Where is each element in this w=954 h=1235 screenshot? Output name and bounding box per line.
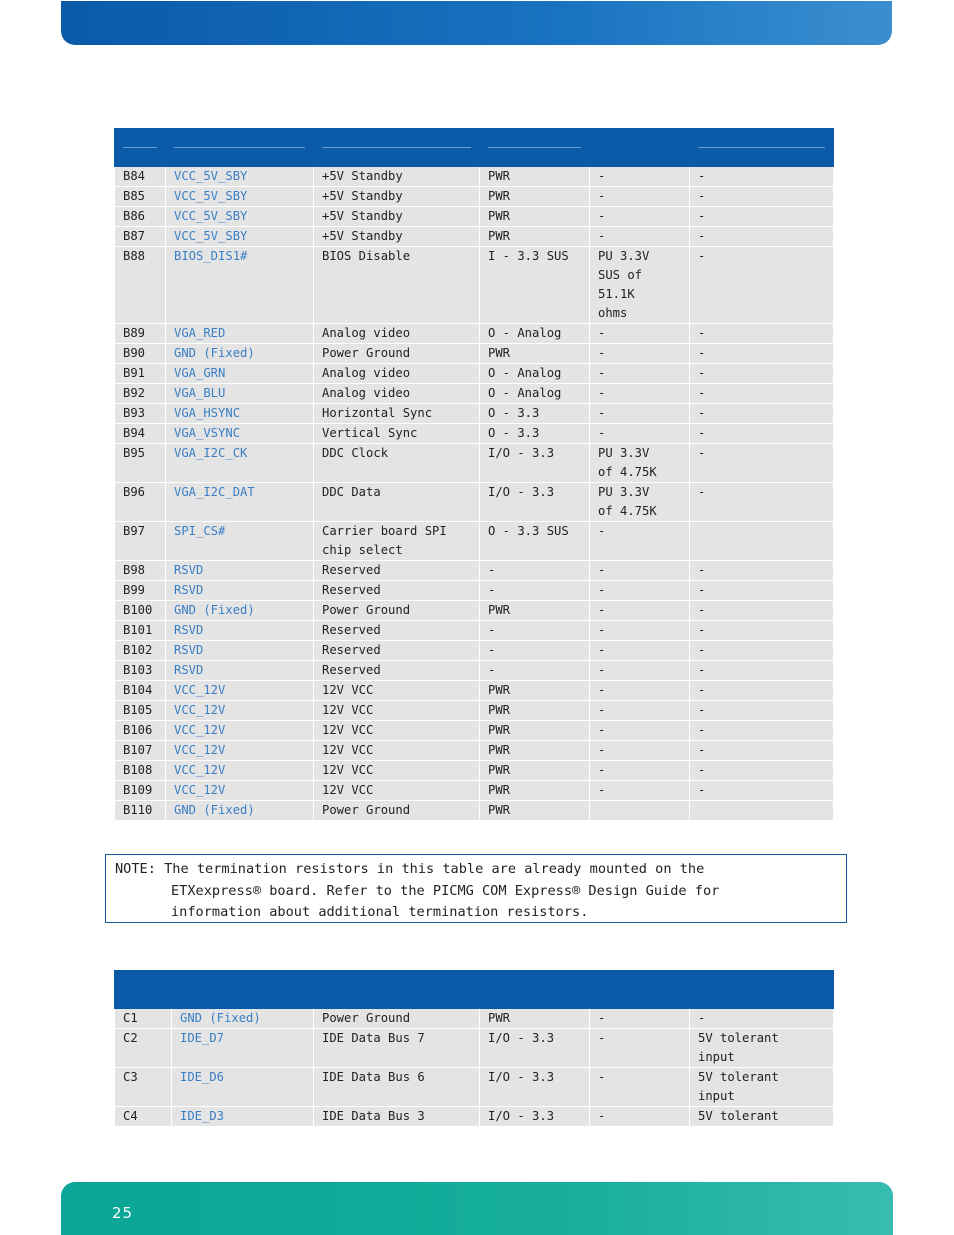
cell-description: Carrier board SPI chip select <box>314 522 480 561</box>
cell-type: O - Analog <box>480 384 590 404</box>
cell-signal: IDE_D6 <box>172 1068 314 1107</box>
cell-comment: 5V tolerant <box>690 1107 834 1127</box>
cell-description: DDC Clock <box>314 444 480 483</box>
table-row <box>115 384 834 404</box>
table-row <box>115 324 834 344</box>
cell-comment: - <box>690 227 834 247</box>
cell-description: Power Ground <box>314 601 480 621</box>
cell-termination: - <box>590 324 690 344</box>
cell-comment: - <box>690 187 834 207</box>
cell-comment: - <box>690 207 834 227</box>
cell-comment: - <box>690 384 834 404</box>
bottom-banner <box>61 1182 893 1235</box>
cell-pin: B98 <box>115 561 166 581</box>
cell-description: Reserved <box>314 621 480 641</box>
cell-termination: - <box>590 364 690 384</box>
table-row <box>115 761 834 781</box>
cell-termination: PU 3.3V of 4.75K <box>590 444 690 483</box>
cell-pin: B88 <box>115 247 166 324</box>
cell-description: 12V VCC <box>314 761 480 781</box>
cell-pin: B95 <box>115 444 166 483</box>
header-cell <box>166 129 314 167</box>
cell-signal: VGA_VSYNC <box>166 424 314 444</box>
table-row <box>115 661 834 681</box>
cell-description: IDE Data Bus 3 <box>314 1107 480 1127</box>
page-number: 25 <box>112 1204 134 1222</box>
cell-pin: B94 <box>115 424 166 444</box>
cell-comment: - <box>690 721 834 741</box>
header-cell <box>690 971 834 1009</box>
cell-pin: B102 <box>115 641 166 661</box>
pinout-table-c-body <box>115 971 834 1127</box>
cell-type: - <box>480 581 590 601</box>
note-line-3: information about additional termination resistors. <box>171 904 589 920</box>
cell-termination: - <box>590 681 690 701</box>
cell-signal: VCC_5V_SBY <box>166 167 314 187</box>
cell-type: O - 3.3 SUS <box>480 522 590 561</box>
cell-signal: GND (Fixed) <box>166 801 314 821</box>
cell-pin: B90 <box>115 344 166 364</box>
cell-comment: - <box>690 483 834 522</box>
cell-termination: - <box>590 384 690 404</box>
cell-type: I/O - 3.3 <box>480 1068 590 1107</box>
cell-pin: B109 <box>115 781 166 801</box>
cell-pin: B87 <box>115 227 166 247</box>
cell-type: PWR <box>480 167 590 187</box>
table-row <box>115 247 834 324</box>
cell-type: I/O - 3.3 <box>480 1107 590 1127</box>
cell-type: PWR <box>480 801 590 821</box>
header-cell <box>590 129 690 167</box>
cell-signal: VCC_5V_SBY <box>166 227 314 247</box>
cell-termination: - <box>590 344 690 364</box>
cell-pin: B91 <box>115 364 166 384</box>
cell-termination <box>590 801 690 821</box>
cell-type: I - 3.3 SUS <box>480 247 590 324</box>
cell-signal: BIOS_DIS1# <box>166 247 314 324</box>
table-row <box>115 344 834 364</box>
cell-pin: B84 <box>115 167 166 187</box>
cell-pin: B89 <box>115 324 166 344</box>
cell-termination: - <box>590 1107 690 1127</box>
cell-signal: RSVD <box>166 621 314 641</box>
table-row <box>115 681 834 701</box>
table-row <box>115 404 834 424</box>
cell-description: IDE Data Bus 7 <box>314 1029 480 1068</box>
header-cell <box>590 971 690 1009</box>
cell-description: +5V Standby <box>314 207 480 227</box>
cell-description: +5V Standby <box>314 227 480 247</box>
cell-description: 12V VCC <box>314 721 480 741</box>
cell-signal: GND (Fixed) <box>166 344 314 364</box>
cell-comment <box>690 801 834 821</box>
cell-signal: VGA_GRN <box>166 364 314 384</box>
cell-signal: VCC_12V <box>166 721 314 741</box>
cell-type: O - Analog <box>480 364 590 384</box>
cell-pin: C3 <box>115 1068 172 1107</box>
header-cell <box>480 971 590 1009</box>
table-row <box>115 621 834 641</box>
cell-termination: - <box>590 167 690 187</box>
pinout-table-b-body <box>115 129 834 821</box>
header-cell <box>172 971 314 1009</box>
cell-pin: B108 <box>115 761 166 781</box>
cell-termination: - <box>590 601 690 621</box>
table-row <box>115 207 834 227</box>
cell-comment: - <box>690 424 834 444</box>
table-row <box>115 187 834 207</box>
table-row <box>115 641 834 661</box>
cell-signal: VCC_12V <box>166 781 314 801</box>
cell-termination: - <box>590 761 690 781</box>
cell-termination: - <box>590 187 690 207</box>
cell-comment: - <box>690 444 834 483</box>
cell-type: PWR <box>480 701 590 721</box>
cell-signal: VCC_5V_SBY <box>166 207 314 227</box>
cell-type: I/O - 3.3 <box>480 1029 590 1068</box>
cell-signal: VCC_5V_SBY <box>166 187 314 207</box>
cell-type: I/O - 3.3 <box>480 483 590 522</box>
cell-description: Power Ground <box>314 801 480 821</box>
cell-signal: RSVD <box>166 661 314 681</box>
table-row <box>115 364 834 384</box>
cell-type: PWR <box>480 721 590 741</box>
table-row <box>115 444 834 483</box>
cell-description: Power Ground <box>314 1009 480 1029</box>
cell-pin: B85 <box>115 187 166 207</box>
cell-termination: - <box>590 621 690 641</box>
cell-signal: VCC_12V <box>166 741 314 761</box>
cell-pin: B93 <box>115 404 166 424</box>
table-header-row <box>115 129 834 167</box>
cell-type: - <box>480 561 590 581</box>
table-row <box>115 741 834 761</box>
cell-termination: - <box>590 1029 690 1068</box>
cell-comment: - <box>690 324 834 344</box>
cell-pin: B86 <box>115 207 166 227</box>
cell-description: Analog video <box>314 324 480 344</box>
cell-comment: - <box>690 681 834 701</box>
cell-description: 12V VCC <box>314 741 480 761</box>
cell-comment: - <box>690 621 834 641</box>
cell-type: - <box>480 641 590 661</box>
table-row <box>115 561 834 581</box>
cell-pin: B104 <box>115 681 166 701</box>
cell-signal: VGA_I2C_DAT <box>166 483 314 522</box>
cell-pin: B103 <box>115 661 166 681</box>
table-row <box>115 801 834 821</box>
cell-type: PWR <box>480 1009 590 1029</box>
cell-termination: - <box>590 581 690 601</box>
table-row <box>115 227 834 247</box>
cell-description: DDC Data <box>314 483 480 522</box>
cell-termination: - <box>590 1068 690 1107</box>
cell-comment: - <box>690 167 834 187</box>
pinout-table-b <box>114 128 834 821</box>
cell-termination: - <box>590 522 690 561</box>
cell-type: PWR <box>480 187 590 207</box>
cell-signal: VCC_12V <box>166 681 314 701</box>
table-row <box>115 1107 834 1127</box>
cell-comment: - <box>690 701 834 721</box>
table-row <box>115 701 834 721</box>
cell-termination: - <box>590 701 690 721</box>
table-row <box>115 483 834 522</box>
cell-signal: SPI_CS# <box>166 522 314 561</box>
cell-termination: PU 3.3V SUS of 51.1K ohms <box>590 247 690 324</box>
table-row <box>115 1009 834 1029</box>
cell-type: PWR <box>480 344 590 364</box>
cell-pin: B110 <box>115 801 166 821</box>
cell-signal: GND (Fixed) <box>172 1009 314 1029</box>
cell-description: Reserved <box>314 581 480 601</box>
cell-comment: - <box>690 781 834 801</box>
cell-pin: B97 <box>115 522 166 561</box>
cell-type: O - Analog <box>480 324 590 344</box>
cell-description: 12V VCC <box>314 781 480 801</box>
cell-signal: GND (Fixed) <box>166 601 314 621</box>
cell-comment: - <box>690 761 834 781</box>
cell-description: BIOS Disable <box>314 247 480 324</box>
cell-type: - <box>480 661 590 681</box>
cell-description: Reserved <box>314 661 480 681</box>
cell-termination: - <box>590 741 690 761</box>
cell-description: +5V Standby <box>314 167 480 187</box>
cell-pin: B107 <box>115 741 166 761</box>
cell-termination: - <box>590 781 690 801</box>
cell-description: 12V VCC <box>314 681 480 701</box>
cell-termination: - <box>590 404 690 424</box>
cell-pin: B96 <box>115 483 166 522</box>
cell-signal: VGA_HSYNC <box>166 404 314 424</box>
cell-description: 12V VCC <box>314 701 480 721</box>
cell-description: +5V Standby <box>314 187 480 207</box>
cell-comment: - <box>690 364 834 384</box>
cell-type: PWR <box>480 601 590 621</box>
cell-type: O - 3.3 <box>480 424 590 444</box>
cell-description: Power Ground <box>314 344 480 364</box>
header-cell <box>690 129 834 167</box>
cell-termination: - <box>590 661 690 681</box>
cell-pin: B99 <box>115 581 166 601</box>
cell-type: PWR <box>480 781 590 801</box>
table-row <box>115 781 834 801</box>
cell-comment: - <box>690 344 834 364</box>
cell-signal: VGA_BLU <box>166 384 314 404</box>
cell-termination: PU 3.3V of 4.75K <box>590 483 690 522</box>
cell-comment: - <box>690 561 834 581</box>
cell-termination: - <box>590 641 690 661</box>
table-row <box>115 424 834 444</box>
cell-comment: - <box>690 741 834 761</box>
cell-comment: - <box>690 641 834 661</box>
cell-signal: IDE_D3 <box>172 1107 314 1127</box>
cell-comment: 5V tolerant input <box>690 1029 834 1068</box>
pinout-table-c <box>114 970 834 1127</box>
cell-type: PWR <box>480 227 590 247</box>
cell-signal: VGA_I2C_CK <box>166 444 314 483</box>
header-cell <box>115 129 166 167</box>
cell-type: PWR <box>480 741 590 761</box>
table-header-row <box>115 971 834 1009</box>
cell-signal: RSVD <box>166 561 314 581</box>
cell-type: O - 3.3 <box>480 404 590 424</box>
cell-signal: IDE_D7 <box>172 1029 314 1068</box>
cell-termination: - <box>590 207 690 227</box>
cell-comment: - <box>690 581 834 601</box>
cell-pin: B92 <box>115 384 166 404</box>
cell-termination: - <box>590 227 690 247</box>
table-row <box>115 1029 834 1068</box>
cell-signal: VCC_12V <box>166 761 314 781</box>
table-row <box>115 581 834 601</box>
cell-pin: C2 <box>115 1029 172 1068</box>
table-row <box>115 522 834 561</box>
cell-description: Reserved <box>314 561 480 581</box>
cell-termination: - <box>590 424 690 444</box>
cell-pin: C4 <box>115 1107 172 1127</box>
cell-signal: RSVD <box>166 581 314 601</box>
cell-description: IDE Data Bus 6 <box>314 1068 480 1107</box>
cell-pin: B100 <box>115 601 166 621</box>
cell-type: PWR <box>480 681 590 701</box>
cell-pin: B101 <box>115 621 166 641</box>
cell-description: Analog video <box>314 364 480 384</box>
cell-description: Vertical Sync <box>314 424 480 444</box>
cell-type: PWR <box>480 761 590 781</box>
cell-comment: - <box>690 601 834 621</box>
cell-signal: VGA_RED <box>166 324 314 344</box>
cell-comment: - <box>690 1009 834 1029</box>
table-row <box>115 601 834 621</box>
table-row <box>115 721 834 741</box>
header-cell <box>480 129 590 167</box>
table-row <box>115 1068 834 1107</box>
cell-description: Reserved <box>314 641 480 661</box>
cell-description: Analog video <box>314 384 480 404</box>
cell-type: - <box>480 621 590 641</box>
header-cell <box>115 971 172 1009</box>
note-line-2: ETXexpress® board. Refer to the PICMG COM Express® Design Guide for <box>171 882 720 899</box>
cell-pin: B106 <box>115 721 166 741</box>
cell-comment <box>690 522 834 561</box>
cell-comment: - <box>690 661 834 681</box>
cell-pin: C1 <box>115 1009 172 1029</box>
cell-comment: - <box>690 247 834 324</box>
header-cell <box>314 129 480 167</box>
cell-signal: VCC_12V <box>166 701 314 721</box>
cell-type: I/O - 3.3 <box>480 444 590 483</box>
table-row <box>115 167 834 187</box>
note-box <box>105 854 847 923</box>
header-cell <box>314 971 480 1009</box>
cell-comment: 5V tolerant input <box>690 1068 834 1107</box>
top-banner <box>61 1 892 45</box>
cell-comment: - <box>690 404 834 424</box>
cell-pin: B105 <box>115 701 166 721</box>
cell-type: PWR <box>480 207 590 227</box>
cell-termination: - <box>590 561 690 581</box>
cell-description: Horizontal Sync <box>314 404 480 424</box>
note-line-1: NOTE: The termination resistors in this table are already mounted on the <box>115 861 705 877</box>
cell-signal: RSVD <box>166 641 314 661</box>
cell-termination: - <box>590 1009 690 1029</box>
cell-termination: - <box>590 721 690 741</box>
